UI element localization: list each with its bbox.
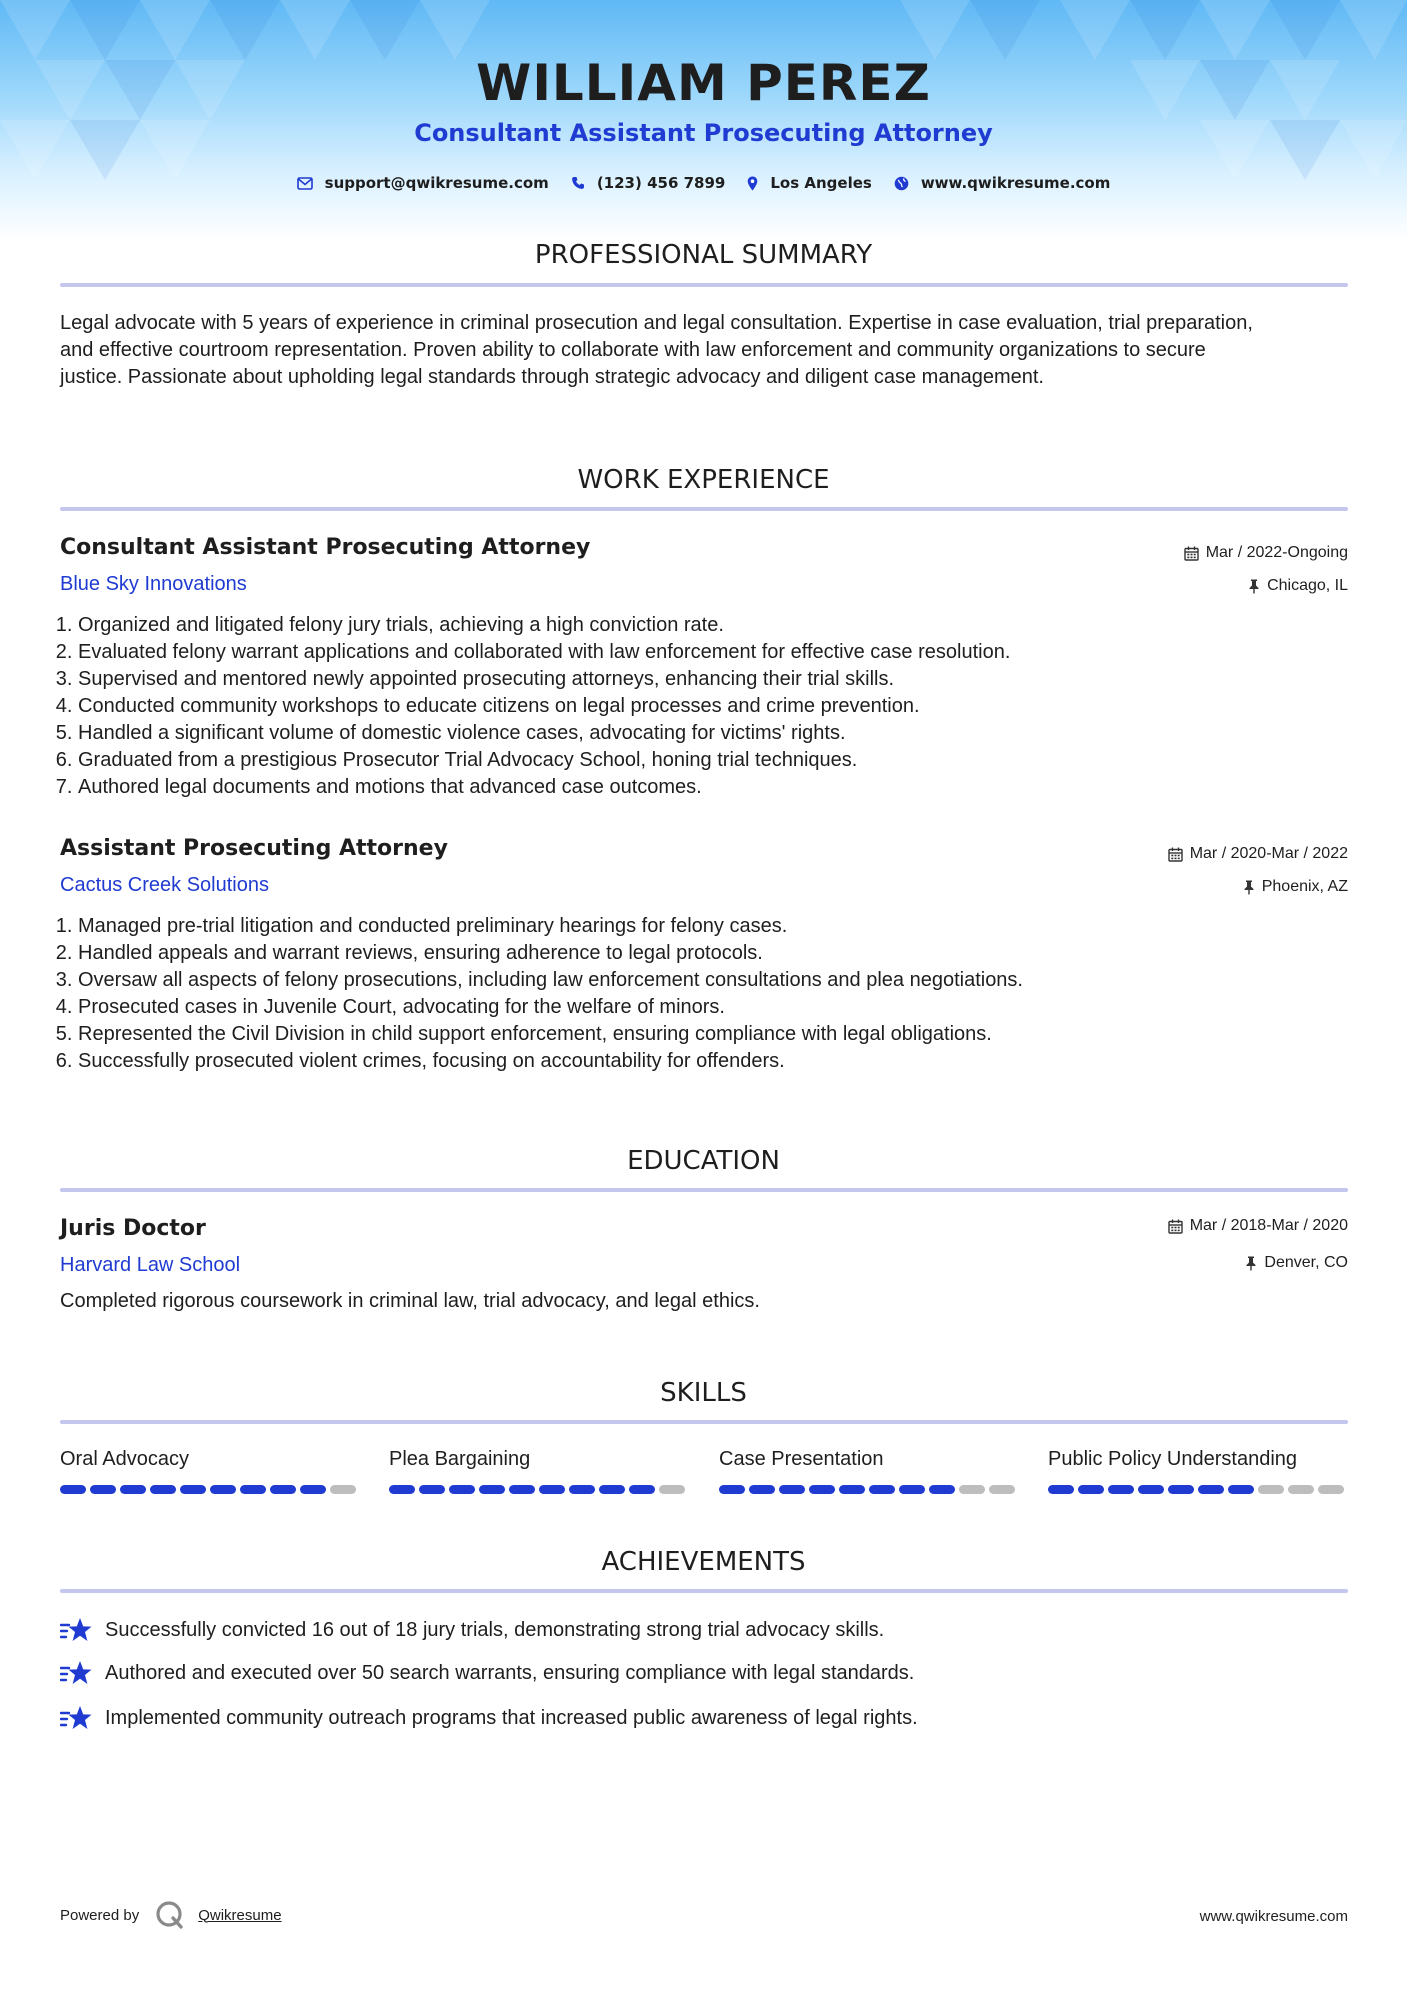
skill-segment-empty bbox=[659, 1485, 685, 1494]
education-heading: EDUCATION bbox=[627, 1146, 780, 1176]
skill-segment-filled bbox=[749, 1485, 775, 1494]
calendar-icon bbox=[1168, 1219, 1183, 1234]
summary-heading: PROFESSIONAL SUMMARY bbox=[534, 240, 873, 270]
map-pin-icon bbox=[747, 176, 758, 191]
skill-segment-filled bbox=[90, 1485, 116, 1494]
skill-segment-empty bbox=[989, 1485, 1015, 1494]
skill-segment-filled bbox=[240, 1485, 266, 1494]
skill-segment-filled bbox=[779, 1485, 805, 1494]
company-name: Cactus Creek Solutions bbox=[60, 874, 269, 896]
achievement-text: Successfully convicted 16 out of 18 jury trials, demonstrating strong trial advocacy skills. bbox=[105, 1618, 885, 1641]
powered-by-label: Powered by bbox=[60, 1906, 140, 1924]
summary-text: Legal advocate with 5 years of experience in criminal prosecution and legal consultation. Expertise in case evaluation, trial preparation, and effective courtroom representation. Proven ability to collaborate with law enforcement and community organizations to secure justice. Passionate about upholding legal standards through strategic advocacy and diligent case management. bbox=[60, 312, 1253, 388]
skill-segment-filled bbox=[869, 1485, 895, 1494]
skill-segment-filled bbox=[1138, 1485, 1164, 1494]
job-responsibilities bbox=[58, 612, 1328, 801]
job-location bbox=[1243, 879, 1348, 895]
skill-segment-filled bbox=[270, 1485, 296, 1494]
section-divider bbox=[60, 1420, 1348, 1424]
skill-segment-filled bbox=[1078, 1485, 1104, 1494]
skill-segment-filled bbox=[300, 1485, 326, 1494]
skill-name: Case Presentation bbox=[719, 1448, 884, 1470]
qwikresume-logo-icon bbox=[155, 1900, 185, 1930]
job-dates bbox=[1168, 846, 1348, 862]
contact-location bbox=[747, 174, 871, 192]
skill-name: Public Policy Understanding bbox=[1048, 1448, 1298, 1470]
skill-segment-filled bbox=[1228, 1485, 1254, 1494]
skill-item bbox=[389, 1449, 689, 1494]
skill-segment-filled bbox=[599, 1485, 625, 1494]
star-icon bbox=[60, 1704, 92, 1732]
skill-segment-filled bbox=[60, 1485, 86, 1494]
skill-segment-filled bbox=[1108, 1485, 1134, 1494]
job-responsibilities bbox=[58, 913, 1328, 1075]
skill-segment-filled bbox=[509, 1485, 535, 1494]
skill-name: Oral Advocacy bbox=[60, 1448, 189, 1470]
skill-segment-filled bbox=[210, 1485, 236, 1494]
experience-heading: WORK EXPERIENCE bbox=[577, 465, 830, 495]
skill-segment-filled bbox=[899, 1485, 925, 1494]
pushpin-icon bbox=[1248, 579, 1260, 594]
skill-item bbox=[719, 1449, 1019, 1494]
list-item: 3. Oversaw all aspects of felony prosecutions, including law enforcement consultations and plea negotiations. bbox=[78, 967, 1328, 994]
achievement-item bbox=[60, 1616, 884, 1644]
skill-segment-filled bbox=[1168, 1485, 1194, 1494]
list-item: 7. Authored legal documents and motions that advanced case outcomes. bbox=[78, 774, 1328, 801]
list-item: 5. Represented the Civil Division in child support enforcement, ensuring compliance with legal obligations. bbox=[78, 1021, 1328, 1048]
section-divider bbox=[60, 1589, 1348, 1593]
contact-bar bbox=[0, 174, 1407, 192]
location-text: Chicago, IL bbox=[1267, 577, 1348, 594]
envelope-icon bbox=[297, 177, 313, 190]
phone-icon bbox=[571, 176, 585, 190]
job-location bbox=[1248, 578, 1348, 594]
calendar-icon bbox=[1168, 847, 1183, 862]
company-name: Blue Sky Innovations bbox=[60, 573, 247, 595]
skill-segment-filled bbox=[1198, 1485, 1224, 1494]
list-item: 4. Conducted community workshops to educate citizens on legal processes and crime prevention. bbox=[78, 693, 1328, 720]
skill-level-bar bbox=[719, 1485, 1019, 1494]
skill-item bbox=[60, 1449, 360, 1494]
skill-segment-empty bbox=[1318, 1485, 1344, 1494]
list-item: 5. Handled a significant volume of domestic violence cases, advocating for victims' rights. bbox=[78, 720, 1328, 747]
skill-segment-filled bbox=[569, 1485, 595, 1494]
skill-segment-filled bbox=[150, 1485, 176, 1494]
skill-level-bar bbox=[1048, 1485, 1348, 1494]
list-item: 6. Graduated from a prestigious Prosecutor Trial Advocacy School, honing trial techniques. bbox=[78, 747, 1328, 774]
pushpin-icon bbox=[1243, 880, 1255, 895]
section-divider bbox=[60, 1188, 1348, 1192]
pushpin-icon bbox=[1245, 1256, 1257, 1271]
skill-level-bar bbox=[60, 1485, 360, 1494]
skill-segment-filled bbox=[389, 1485, 415, 1494]
achievement-text: Authored and executed over 50 search warrants, ensuring compliance with legal standards. bbox=[105, 1661, 915, 1684]
skill-segment-filled bbox=[419, 1485, 445, 1494]
footer-powered-by bbox=[60, 1900, 282, 1930]
skill-segment-filled bbox=[839, 1485, 865, 1494]
list-item: 4. Prosecuted cases in Juvenile Court, advocating for the welfare of minors. bbox=[78, 994, 1328, 1021]
job-title: Consultant Assistant Prosecuting Attorney bbox=[60, 535, 591, 560]
section-divider bbox=[60, 507, 1348, 511]
list-item: 2. Evaluated felony warrant applications and collaborated with law enforcement for effective case resolution. bbox=[78, 639, 1328, 666]
qwikresume-link[interactable]: Qwikresume bbox=[198, 1906, 282, 1924]
achievement-item bbox=[60, 1659, 914, 1687]
skill-segment-filled bbox=[479, 1485, 505, 1494]
star-icon bbox=[60, 1616, 92, 1644]
skill-item bbox=[1048, 1449, 1348, 1494]
section-divider bbox=[60, 283, 1348, 287]
dates-text: Mar / 2018-Mar / 2020 bbox=[1189, 1217, 1348, 1234]
education-dates bbox=[1168, 1218, 1348, 1234]
list-item: 3. Supervised and mentored newly appointed prosecuting attorneys, enhancing their trial skills. bbox=[78, 666, 1328, 693]
candidate-title: Consultant Assistant Prosecuting Attorney bbox=[414, 119, 993, 147]
education-description: Completed rigorous coursework in criminal law, trial advocacy, and legal ethics. bbox=[60, 1290, 760, 1312]
list-item: 6. Successfully prosecuted violent crimes, focusing on accountability for offenders. bbox=[78, 1048, 1328, 1075]
skill-segment-empty bbox=[1258, 1485, 1284, 1494]
skill-segment-filled bbox=[120, 1485, 146, 1494]
skill-segment-filled bbox=[1048, 1485, 1074, 1494]
skill-segment-empty bbox=[330, 1485, 356, 1494]
phone-text: (123) 456 7899 bbox=[596, 174, 726, 192]
degree-title: Juris Doctor bbox=[60, 1216, 206, 1241]
skills-heading: SKILLS bbox=[660, 1378, 747, 1408]
skill-segment-filled bbox=[180, 1485, 206, 1494]
list-item: 1. Managed pre-trial litigation and conducted preliminary hearings for felony cases. bbox=[78, 913, 1328, 940]
location-text: Phoenix, AZ bbox=[1261, 878, 1348, 895]
achievement-item bbox=[60, 1704, 918, 1732]
skill-segment-filled bbox=[929, 1485, 955, 1494]
skill-name: Plea Bargaining bbox=[389, 1448, 531, 1470]
location-text: Denver, CO bbox=[1264, 1254, 1348, 1271]
education-location bbox=[1245, 1255, 1348, 1271]
skill-segment-filled bbox=[629, 1485, 655, 1494]
job-dates bbox=[1184, 545, 1348, 561]
globe-icon bbox=[894, 176, 909, 191]
calendar-icon bbox=[1184, 546, 1199, 561]
website-text: www.qwikresume.com bbox=[920, 174, 1111, 192]
achievements-heading: ACHIEVEMENTS bbox=[601, 1547, 806, 1577]
footer-website-link[interactable]: www.qwikresume.com bbox=[1199, 1908, 1348, 1925]
skill-segment-filled bbox=[539, 1485, 565, 1494]
dates-text: Mar / 2020-Mar / 2022 bbox=[1189, 845, 1348, 862]
list-item: 2. Handled appeals and warrant reviews, ensuring adherence to legal protocols. bbox=[78, 940, 1328, 967]
contact-phone[interactable] bbox=[571, 174, 726, 192]
skill-segment-empty bbox=[1288, 1485, 1314, 1494]
skill-segment-filled bbox=[809, 1485, 835, 1494]
school-name: Harvard Law School bbox=[60, 1254, 241, 1276]
skill-segment-filled bbox=[719, 1485, 745, 1494]
skill-segment-filled bbox=[449, 1485, 475, 1494]
skill-segment-empty bbox=[959, 1485, 985, 1494]
resume-header bbox=[0, 0, 1407, 240]
contact-email[interactable] bbox=[297, 174, 549, 192]
email-text: support@qwikresume.com bbox=[324, 174, 549, 192]
job-title: Assistant Prosecuting Attorney bbox=[60, 836, 448, 861]
achievement-text: Implemented community outreach programs that increased public awareness of legal rights. bbox=[105, 1706, 918, 1729]
candidate-name: WILLIAM PEREZ bbox=[476, 54, 931, 112]
list-item: 1. Organized and litigated felony jury trials, achieving a high conviction rate. bbox=[78, 612, 1328, 639]
dates-text: Mar / 2022-Ongoing bbox=[1205, 544, 1348, 561]
skill-level-bar bbox=[389, 1485, 689, 1494]
star-icon bbox=[60, 1659, 92, 1687]
location-text: Los Angeles bbox=[770, 174, 872, 192]
contact-website[interactable] bbox=[894, 174, 1111, 192]
